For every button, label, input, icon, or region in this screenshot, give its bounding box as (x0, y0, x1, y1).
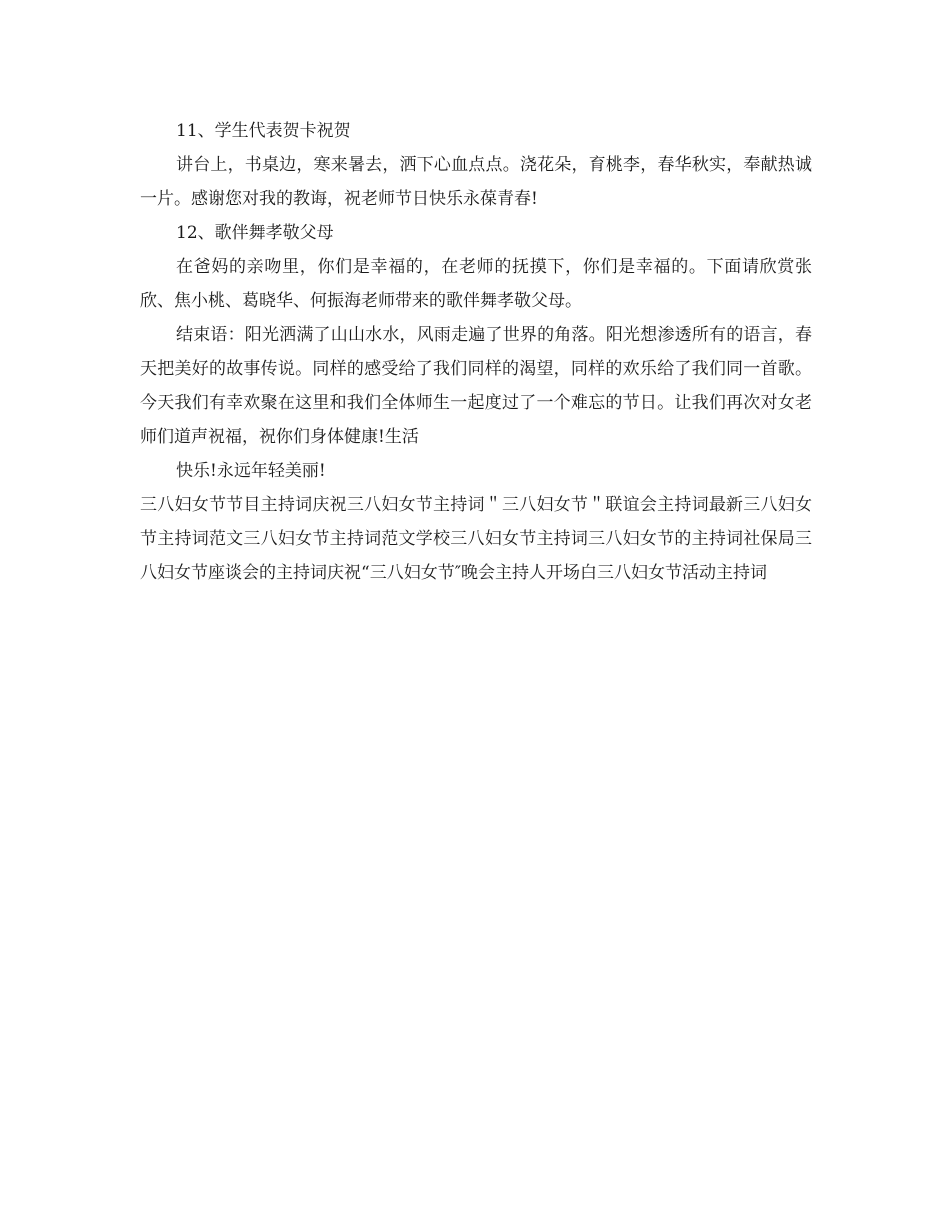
section-12-body: 在爸妈的亲吻里，你们是幸福的，在老师的抚摸下，你们是幸福的。下面请欣赏张欣、焦小桃、葛晓华、何振海老师带来的歌伴舞孝敬父母。 (140, 257, 812, 311)
section-11-heading: 11、学生代表贺卡祝贺 (176, 121, 351, 141)
closing-remarks: 结束语：阳光洒满了山山水水，风雨走遍了世界的角落。阳光想渗透所有的语言，春天把美好的故事传说。同样的感受给了我们同样的渴望，同样的欢乐给了我们同一首歌。今天我们有幸欢聚在这里和我们全体师生一起度过了一个难忘的节日。让我们再次对女老师们道声祝福，祝你们身体健康!生活 (140, 325, 812, 447)
related-links-text: 三八妇女节节目主持词庆祝三八妇女节主持词＂三八妇女节＂联谊会主持词最新三八妇女节主持词范文三八妇女节主持词范文学校三八妇女节主持词三八妇女节的主持词社保局三八妇女节座谈会的主持词庆祝“三八妇女节″晚会主持人开场白三八妇女节活动主持词 (140, 495, 812, 583)
section-11-body: 讲台上，书桌边，寒来暑去，洒下心血点点。浇花朵，育桃李，春华秋实，奉献热诚一片。感谢您对我的教诲，祝老师节日快乐永葆青春! (140, 155, 812, 209)
document-page (140, 114, 812, 590)
section-12-heading: 12、歌伴舞孝敬父母 (176, 223, 334, 243)
closing-remarks-tail: 快乐!永远年轻美丽! (176, 461, 326, 481)
